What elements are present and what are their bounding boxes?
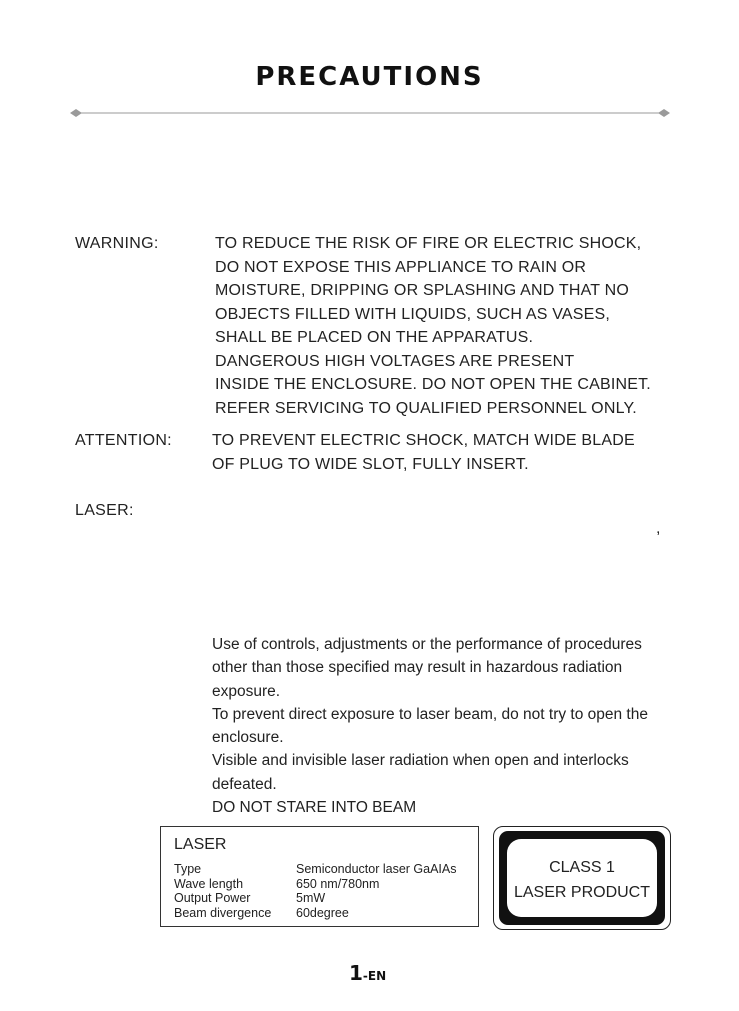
warning-line: REFER SERVICING TO QUALIFIED PERSONNEL ONLY. [215,399,637,417]
laser-line: To prevent direct exposure to laser beam, do not try to open the [212,705,648,723]
spec-box-title: LASER [174,836,227,853]
class1-laser-label [493,826,671,930]
warning-line: INSIDE THE ENCLOSURE. DO NOT OPEN THE CABINET. [215,376,651,393]
laser-label: LASER: [75,502,134,519]
spec-row [174,862,474,877]
warning-line: OBJECTS FILLED WITH LIQUIDS, SUCH AS VASES, [215,305,611,323]
warning-line: SHALL BE PLACED ON THE APPARATUS. [215,329,534,346]
warning-label: WARNING: [75,235,159,252]
laser-line: enclosure. [212,729,284,747]
page-number [349,961,386,985]
laser-text [212,633,648,819]
right-diamond-ornament [658,109,670,117]
spec-row [174,891,474,906]
attention-line: TO PREVENT ELECTRIC SHOCK, MATCH WIDE BLADE [212,432,635,449]
spec-key: Beam divergence [174,905,272,920]
class1-label-border [499,831,665,925]
warning-line: DANGEROUS HIGH VOLTAGES ARE PRESENT [215,352,575,370]
attention-text [212,429,635,476]
warning-text [215,232,651,420]
laser-line: other than those specified may result in hazardous radiation [212,659,623,677]
spec-key: Output Power [174,891,251,905]
warning-line: TO REDUCE THE RISK OF FIRE OR ELECTRIC SHOCK, [215,235,642,252]
class-rating-text: CLASS 1 [549,859,615,876]
warning-line: DO NOT EXPOSE THIS APPLIANCE TO RAIN OR [215,258,587,276]
spec-row [174,906,474,921]
stray-comma: , [656,520,661,537]
page-number-suffix: -EN [362,969,387,983]
laser-line: Use of controls, adjustments or the performance of procedures [212,636,642,653]
page-number-digit: 1 [349,961,363,985]
laser-line: exposure. [212,682,281,700]
spec-value: Semiconductor laser GaAIAs [296,862,457,876]
laser-line: defeated. [212,775,277,793]
attention-label: ATTENTION: [75,432,172,449]
laser-line: DO NOT STARE INTO BEAM [212,799,417,817]
spec-key: Type [174,862,202,876]
spec-value: 60degree [296,905,349,920]
warning-line: MOISTURE, DRIPPING OR SPLASHING AND THAT NO [215,282,629,299]
spec-value: 650 nm/780nm [296,876,380,891]
laser-line: Visible and invisible laser radiation when open and interlocks [212,752,629,770]
spec-row [174,877,474,892]
page-title: PRECAUTIONS [255,62,484,92]
left-diamond-ornament [70,109,82,117]
spec-key: Wave length [174,876,244,891]
class1-label-plate [507,839,657,917]
spec-table [174,862,474,920]
attention-line: OF PLUG TO WIDE SLOT, FULLY INSERT. [212,455,529,473]
title-divider [70,106,670,120]
laser-product-text: LASER PRODUCT [513,884,651,901]
spec-value: 5mW [296,891,326,905]
laser-spec-box [160,826,479,927]
